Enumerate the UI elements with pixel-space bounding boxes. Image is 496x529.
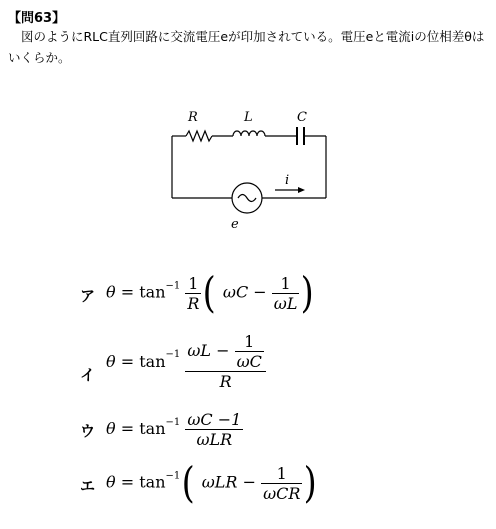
choice-equation bbox=[106, 458, 319, 507]
choice-equation bbox=[106, 268, 316, 317]
fraction bbox=[261, 464, 302, 503]
equals-sign: = bbox=[120, 352, 135, 371]
inductor-label: L bbox=[244, 110, 253, 125]
choice-i[interactable] bbox=[0, 330, 496, 405]
numerator: 1 bbox=[280, 273, 291, 293]
theta-symbol: θ bbox=[106, 419, 116, 438]
tan-function: tan bbox=[139, 282, 166, 302]
minus-sign: − bbox=[253, 282, 267, 302]
right-paren: ) bbox=[301, 268, 315, 317]
choice-equation bbox=[106, 410, 243, 449]
theta-symbol: θ bbox=[106, 282, 116, 302]
current-label: i bbox=[285, 173, 290, 188]
tan-function: tan bbox=[139, 472, 166, 492]
right-paren: ) bbox=[304, 458, 318, 507]
theta-symbol: θ bbox=[106, 472, 116, 492]
inverse-exponent: −1 bbox=[165, 280, 181, 292]
fraction bbox=[185, 274, 201, 313]
numerator bbox=[185, 332, 266, 371]
inverse-exponent: −1 bbox=[165, 470, 181, 482]
equals-sign: = bbox=[120, 282, 135, 302]
equals-sign: = bbox=[120, 472, 135, 492]
inner-fraction bbox=[235, 332, 264, 371]
fraction bbox=[272, 274, 300, 313]
resistor-symbol bbox=[186, 131, 212, 141]
capacitor-label: C bbox=[297, 110, 307, 125]
choice-a[interactable] bbox=[0, 268, 496, 320]
question-body: 図のようにRLC直列回路に交流電圧eが印加されている。電圧eと電流iの位相差θはいくらか。 bbox=[8, 29, 485, 65]
numerator: 1 bbox=[244, 332, 255, 351]
term: ωL bbox=[187, 341, 212, 360]
resistor-label: R bbox=[188, 110, 198, 125]
tan-function: tan bbox=[139, 419, 166, 438]
minus-sign: − bbox=[242, 472, 256, 492]
numerator: 1 bbox=[188, 273, 199, 293]
choice-e[interactable] bbox=[0, 460, 496, 515]
inverse-exponent: −1 bbox=[165, 349, 181, 360]
denominator: ωCR bbox=[263, 483, 301, 503]
term: ωC bbox=[222, 282, 249, 302]
denominator: ωLR bbox=[185, 429, 243, 449]
left-paren: ( bbox=[181, 458, 196, 507]
term: ωLR bbox=[201, 472, 238, 492]
equals-sign: = bbox=[120, 419, 135, 438]
choice-label: ア bbox=[80, 287, 96, 305]
inductor-symbol bbox=[233, 131, 265, 136]
choice-label: ウ bbox=[80, 422, 96, 440]
denominator: ωL bbox=[273, 293, 298, 313]
current-arrowhead-icon bbox=[298, 187, 305, 193]
numerator: ωC −1 bbox=[187, 410, 242, 429]
choice-label: エ bbox=[80, 477, 96, 495]
denominator: R bbox=[187, 293, 200, 313]
minus-sign: − bbox=[216, 341, 230, 360]
sine-wave-icon bbox=[238, 195, 256, 202]
fraction bbox=[185, 332, 266, 391]
choice-equation bbox=[106, 332, 266, 391]
source-label: e bbox=[231, 217, 239, 232]
inverse-exponent: −1 bbox=[165, 417, 181, 428]
choice-label: イ bbox=[80, 366, 96, 384]
numerator: 1 bbox=[276, 463, 287, 483]
tan-function: tan bbox=[139, 352, 166, 371]
fraction bbox=[185, 410, 243, 449]
choice-u[interactable] bbox=[0, 408, 496, 456]
theta-symbol: θ bbox=[106, 352, 116, 371]
denominator: R bbox=[185, 371, 266, 391]
question-number: 【問63】 bbox=[8, 11, 66, 26]
left-paren: ( bbox=[203, 268, 217, 317]
denominator: ωC bbox=[236, 352, 262, 371]
